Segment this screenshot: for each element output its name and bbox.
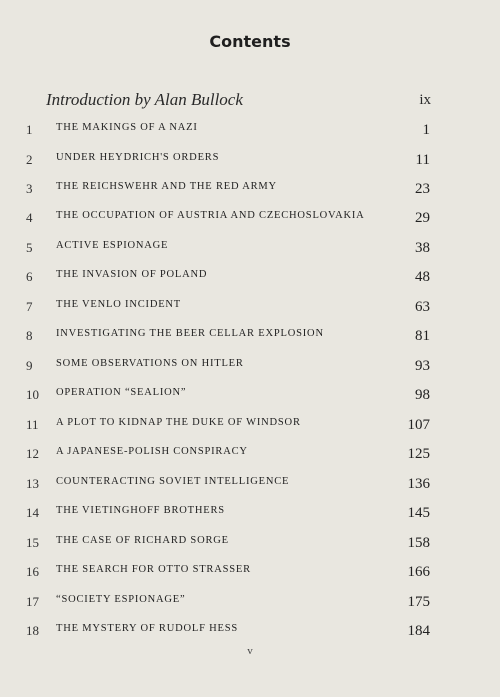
toc-row: [0, 269, 500, 291]
chapter-number: 3: [26, 181, 33, 196]
chapter-title: THE VIETINGHOFF BROTHERS: [56, 505, 225, 516]
chapter-title: THE MAKINGS OF A NAZI: [56, 122, 198, 133]
page-folio: v: [247, 645, 253, 657]
chapter-title: THE CASE OF RICHARD SORGE: [56, 535, 229, 546]
chapter-page: 158: [407, 535, 430, 551]
chapter-number: 12: [26, 446, 39, 461]
toc-row: [0, 328, 500, 350]
chapter-title: THE OCCUPATION OF AUSTRIA AND CZECHOSLOVAKIA: [56, 210, 365, 221]
chapter-page: 38: [415, 240, 430, 256]
toc-row: [0, 535, 500, 557]
chapter-title: THE INVASION OF POLAND: [56, 269, 208, 280]
toc-row: [0, 387, 500, 409]
chapter-page: 98: [415, 387, 430, 403]
chapter-number: 7: [26, 299, 33, 314]
chapter-number: 9: [26, 358, 33, 373]
chapter-number: 13: [26, 476, 39, 491]
chapter-page: 29: [415, 210, 430, 226]
chapter-page: 125: [407, 446, 430, 462]
chapter-page: 166: [407, 564, 430, 580]
toc-row: [0, 122, 500, 144]
chapter-page: 136: [407, 476, 430, 492]
chapter-page: 63: [415, 299, 430, 315]
chapter-number: 11: [26, 417, 39, 432]
page-heading: Contents: [209, 32, 291, 51]
chapter-page: 81: [415, 328, 430, 344]
chapter-number: 16: [26, 564, 39, 579]
chapter-number: 14: [26, 505, 39, 520]
chapter-title: THE REICHSWEHR AND THE RED ARMY: [56, 181, 277, 192]
chapter-page: 107: [407, 417, 430, 433]
toc-row: [0, 358, 500, 380]
chapter-number: 2: [26, 152, 33, 167]
toc-row: [0, 417, 500, 439]
chapter-number: 4: [26, 210, 33, 225]
chapter-page: 93: [415, 358, 430, 374]
toc-row: [0, 476, 500, 498]
chapter-number: 8: [26, 328, 33, 343]
toc-row: [0, 181, 500, 203]
chapter-number: 6: [26, 269, 33, 284]
toc-row: [0, 446, 500, 468]
chapter-number: 15: [26, 535, 39, 550]
chapter-title: A PLOT TO KIDNAP THE DUKE OF WINDSOR: [56, 417, 301, 428]
chapter-title: THE MYSTERY OF RUDOLF HESS: [56, 623, 239, 634]
chapter-number: 18: [26, 623, 39, 638]
chapter-title: THE VENLO INCIDENT: [56, 299, 182, 310]
chapter-number: 5: [26, 240, 33, 255]
chapter-page: 184: [407, 623, 430, 639]
toc-row: [0, 564, 500, 586]
toc-row: [0, 505, 500, 527]
chapter-title: OPERATION “SEALION”: [56, 387, 187, 398]
chapter-title: THE SEARCH FOR OTTO STRASSER: [56, 564, 251, 575]
toc-row: [0, 299, 500, 321]
chapter-title: ACTIVE ESPIONAGE: [56, 240, 169, 251]
toc-row: [0, 594, 500, 616]
chapter-page: 1: [422, 122, 430, 138]
toc-row: [0, 623, 500, 645]
chapter-title: “SOCIETY ESPIONAGE”: [56, 594, 186, 605]
chapter-number: 17: [26, 594, 39, 609]
chapter-title: INVESTIGATING THE BEER CELLAR EXPLOSION: [56, 328, 324, 339]
chapter-title: UNDER HEYDRICH'S ORDERS: [56, 152, 220, 163]
chapter-page: 145: [407, 505, 430, 521]
chapter-page: 11: [415, 152, 430, 168]
toc-row: [0, 240, 500, 262]
introduction-page: ix: [419, 92, 431, 108]
chapter-title: COUNTERACTING SOVIET INTELLIGENCE: [56, 476, 290, 487]
chapter-page: 175: [407, 594, 430, 610]
introduction-title: Introduction by Alan Bullock: [46, 90, 243, 109]
chapter-number: 10: [26, 387, 39, 402]
chapter-title: SOME OBSERVATIONS ON HITLER: [56, 358, 244, 369]
toc-row: [0, 210, 500, 232]
chapter-page: 23: [415, 181, 430, 197]
chapter-title: A JAPANESE-POLISH CONSPIRACY: [56, 446, 248, 457]
introduction-entry: [46, 90, 431, 114]
chapter-number: 1: [26, 122, 33, 137]
chapter-page: 48: [415, 269, 430, 285]
toc-row: [0, 152, 500, 174]
